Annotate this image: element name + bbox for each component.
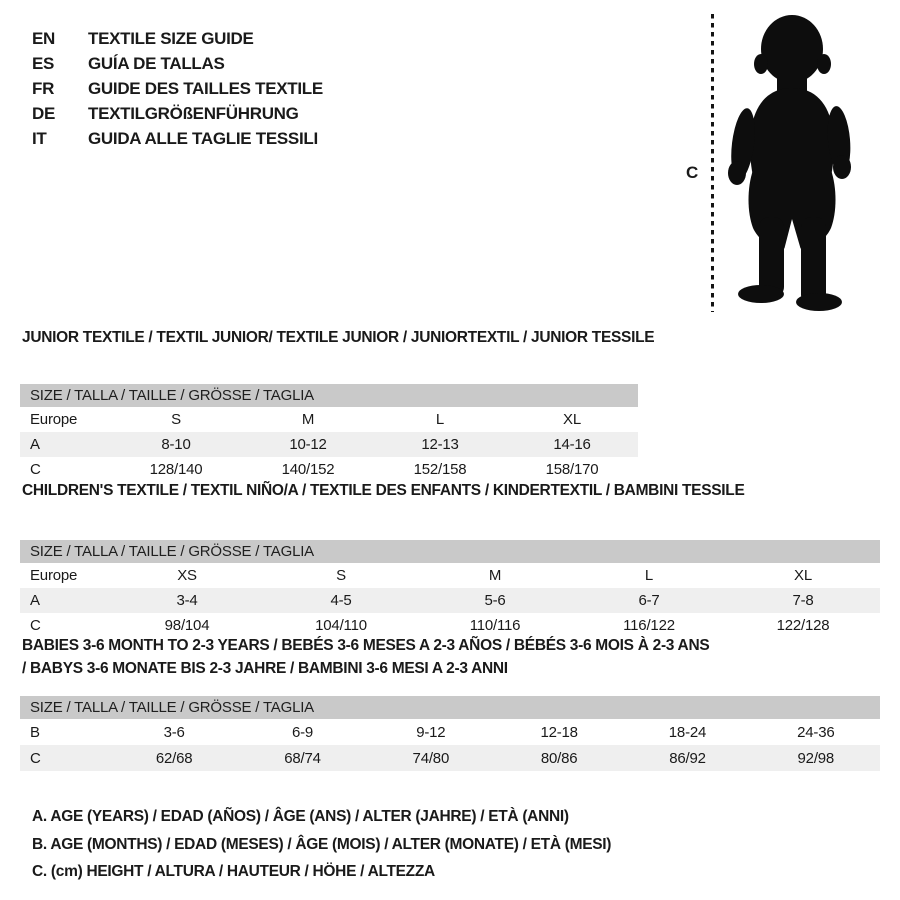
lang-label: GUÍA DE TALLAS xyxy=(88,53,225,73)
age-cell: 4-5 xyxy=(330,592,352,609)
row-label: B xyxy=(30,723,40,741)
children-title: CHILDREN'S TEXTILE / TEXTIL NIÑO/A / TEXTILE DES ENFANTS / KINDERTEXTIL / BAMBINI TESSILE xyxy=(22,482,745,499)
age-cell: 10-12 xyxy=(289,436,327,453)
lang-code: ES xyxy=(32,53,55,73)
row-label: C xyxy=(30,461,41,478)
row-label: A xyxy=(30,592,40,609)
lang-row-en xyxy=(32,26,323,51)
height-cell: 62/68 xyxy=(155,749,193,767)
lang-row-it xyxy=(32,126,323,151)
size-cell: XL xyxy=(563,411,581,428)
size-cell: S xyxy=(336,567,346,584)
lang-row-de xyxy=(32,101,323,126)
legend-age-months: B. AGE (MONTHS) / EDAD (MESES) / ÂGE (MOIS) / ALTER (MONATE) / ETÀ (MESI) xyxy=(32,835,612,853)
age-cell: 9-12 xyxy=(416,723,446,741)
lang-row-es xyxy=(32,51,323,76)
lang-label: GUIDE DES TAILLES TEXTILE xyxy=(88,78,323,98)
height-measure-label: C xyxy=(686,163,699,182)
height-cell: 158/170 xyxy=(545,461,599,478)
row-label: Europe xyxy=(30,411,78,428)
height-cell: 68/74 xyxy=(284,749,321,767)
lang-label: TEXTILE SIZE GUIDE xyxy=(88,28,254,48)
age-cell: 3-4 xyxy=(176,592,198,609)
lang-label: GUIDA ALLE TAGLIE TESSILI xyxy=(88,128,318,148)
height-cell: 128/140 xyxy=(149,461,203,478)
height-cell: 140/152 xyxy=(281,461,335,478)
age-cell: 18-24 xyxy=(668,723,707,741)
size-cell: L xyxy=(644,567,654,584)
legend xyxy=(32,803,611,886)
junior-title: JUNIOR TEXTILE / TEXTIL JUNIOR/ TEXTILE JUNIOR / JUNIORTEXTIL / JUNIOR TESSILE xyxy=(22,329,655,346)
age-cell: 3-6 xyxy=(163,723,185,741)
table-row-height xyxy=(20,745,880,771)
table-row-age-months xyxy=(20,719,880,745)
size-cell: M xyxy=(488,567,502,584)
size-cell: L xyxy=(435,411,445,428)
lang-code: IT xyxy=(32,128,47,148)
children-textile-section xyxy=(20,479,880,638)
lang-code: FR xyxy=(32,78,55,98)
height-dotted-line xyxy=(711,14,714,312)
height-cell: 122/128 xyxy=(776,617,830,634)
height-cell: 86/92 xyxy=(669,749,706,767)
age-cell: 6-7 xyxy=(638,592,660,609)
lang-label: TEXTILGRÖßENFÜHRUNG xyxy=(88,103,299,123)
age-cell: 24-36 xyxy=(797,723,835,741)
size-cell: M xyxy=(301,411,315,428)
baby-silhouette-icon xyxy=(722,12,862,312)
height-cell: 74/80 xyxy=(412,749,450,767)
size-cell: XL xyxy=(794,567,812,584)
age-cell: 12-13 xyxy=(421,436,459,453)
age-cell: 14-16 xyxy=(553,436,591,453)
age-cell: 8-10 xyxy=(161,436,191,453)
size-cell: S xyxy=(171,411,181,428)
age-cell: 5-6 xyxy=(484,592,506,609)
babies-size-header: SIZE / TALLA / TAILLE / GRÖSSE / TAGLIA xyxy=(20,696,880,719)
row-label: C xyxy=(30,617,41,634)
children-size-header: SIZE / TALLA / TAILLE / GRÖSSE / TAGLIA xyxy=(20,540,880,563)
height-cell: 98/104 xyxy=(164,617,210,634)
table-row-europe xyxy=(20,563,880,588)
row-label: A xyxy=(30,436,40,453)
babies-textile-section xyxy=(20,634,880,771)
height-cell: 104/110 xyxy=(315,617,367,634)
babies-title: BABIES 3-6 MONTH TO 2-3 YEARS / BEBÉS 3-6 MESES A 2-3 AÑOS / BÉBÉS 3-6 MOIS À 2-3 ANS / BABYS 3-6 MONATE BIS 2-3 JAHRE / BAMBINI 3-6 MESI A 2-3 ANNI xyxy=(22,637,710,677)
legend-age-years: A. AGE (YEARS) / EDAD (AÑOS) / ÂGE (ANS) / ALTER (JAHRE) / ETÀ (ANNI) xyxy=(32,808,569,825)
junior-size-header: SIZE / TALLA / TAILLE / GRÖSSE / TAGLIA xyxy=(20,384,638,407)
table-row-age xyxy=(20,588,880,613)
lang-code: DE xyxy=(32,103,56,123)
height-cell: 92/98 xyxy=(797,749,835,767)
age-cell: 12-18 xyxy=(540,723,578,741)
age-cell: 7-8 xyxy=(792,592,814,609)
height-cell: 110/116 xyxy=(469,617,521,634)
size-cell: XS xyxy=(177,567,197,584)
height-cell: 152/158 xyxy=(413,461,467,478)
table-row-europe xyxy=(20,407,638,432)
height-cell: 80/86 xyxy=(540,749,578,767)
language-list xyxy=(32,26,323,151)
age-cell: 6-9 xyxy=(291,723,314,741)
lang-code: EN xyxy=(32,28,56,48)
lang-row-fr xyxy=(32,76,323,101)
row-label: Europe xyxy=(30,567,78,584)
row-label: C xyxy=(30,749,41,767)
legend-height-cm: C. (cm) HEIGHT / ALTURA / HAUTEUR / HÖHE / ALTEZZA xyxy=(32,863,435,880)
table-row-age xyxy=(20,432,638,457)
height-cell: 116/122 xyxy=(623,617,675,634)
junior-textile-section xyxy=(20,326,655,482)
